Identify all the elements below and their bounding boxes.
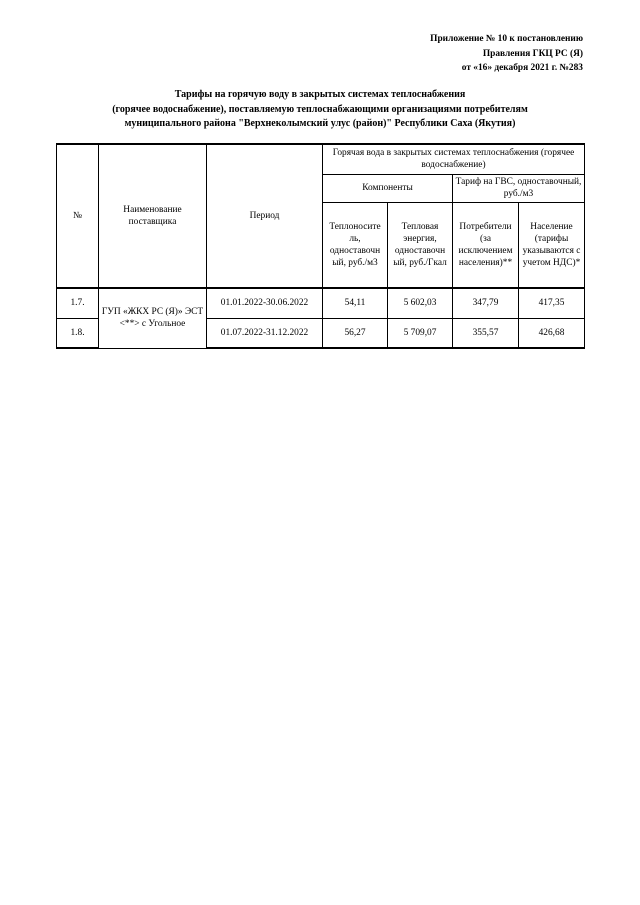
header-num: № (57, 144, 99, 288)
row-heat-energy: 5 709,07 (388, 318, 453, 348)
row-period: 01.07.2022-31.12.2022 (207, 318, 323, 348)
header-population: Население (тарифы указываются с учетом НДС)* (519, 202, 585, 288)
table-row (57, 288, 585, 318)
header-tariff: Тариф на ГВС, одноставочный, руб./м3 (453, 174, 585, 202)
row-population: 426,68 (519, 318, 585, 348)
title-line-1: Тарифы на горячую воду в закрытых системах теплоснабжения (174, 89, 466, 100)
row-period: 01.01.2022-30.06.2022 (207, 288, 323, 318)
title-line-2: (горячее водоснабжение), поставляемую теплоснабжающими организациями потребителям (112, 103, 528, 115)
document-title (60, 88, 580, 132)
appendix-header (430, 32, 583, 76)
row-consumers: 347,79 (453, 288, 519, 318)
row-consumers: 355,57 (453, 318, 519, 348)
row-num: 1.8. (57, 318, 99, 348)
tariff-table (56, 143, 585, 349)
header-period: Период (207, 144, 323, 288)
header-supplier: Наименование поставщика (99, 144, 207, 288)
supplier-name: ГУП «ЖКХ РС (Я)» ЭСТ <**> с Угольное (99, 288, 207, 348)
header-heat-carrier: Теплоносите ль, одноставочн ый, руб./м3 (323, 202, 388, 288)
title-line-3: муниципального района "Верхнеколымский улус (район)" Республики Саха (Якутия) (124, 118, 516, 129)
row-num: 1.7. (57, 288, 99, 318)
header-hot-water-group: Горячая вода в закрытых системах теплоснабжения (горячее водоснабжение) (323, 144, 585, 174)
header-heat-energy: Тепловая энергия, одноставочн ый, руб./Гкал (388, 202, 453, 288)
appendix-line-2: Правления ГКЦ РС (Я) (482, 48, 583, 59)
row-heat-carrier: 56,27 (323, 318, 388, 348)
row-heat-carrier: 54,11 (323, 288, 388, 318)
appendix-line-3: от «16» декабря 2021 г. №283 (461, 63, 583, 73)
row-population: 417,35 (519, 288, 585, 318)
appendix-line-1: Приложение № 10 к постановлению (430, 34, 583, 44)
header-consumers: Потребители (за исключением населения)** (453, 202, 519, 288)
row-heat-energy: 5 602,03 (388, 288, 453, 318)
header-components: Компоненты (323, 174, 453, 202)
